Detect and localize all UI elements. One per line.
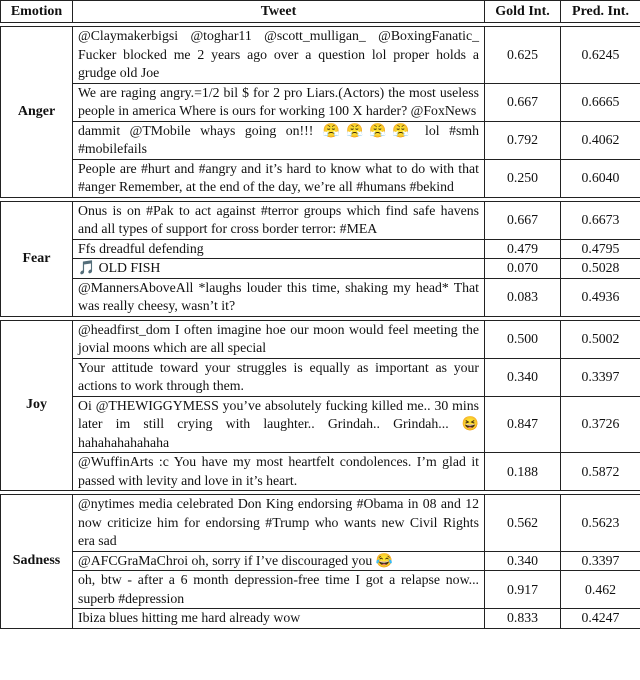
gold-intensity-cell: 0.917 [485, 571, 561, 609]
pred-intensity-cell: 0.4062 [561, 121, 640, 159]
pred-intensity-cell: 0.5623 [561, 495, 640, 552]
pred-intensity-cell: 0.4795 [561, 239, 640, 259]
table-row [1, 259, 640, 279]
table-row [1, 278, 640, 316]
tweet-cell: Onus is on #Pak to act against #terror groups which find safe havens and all types of support for cross border terror: #MEA [73, 201, 485, 239]
table-row [1, 27, 640, 84]
tweet-cell: @AFCGraMaChroi oh, sorry if I’ve discouraged you 😂 [73, 551, 485, 571]
table-row [1, 571, 640, 609]
table-row [1, 159, 640, 197]
tweet-cell: oh, btw - after a 6 month depression-free time I got a relapse now... superb #depression [73, 571, 485, 609]
emotion-label: Anger [1, 27, 73, 198]
table-row [1, 453, 640, 491]
tweet-cell: 🎵 OLD FISH [73, 259, 485, 279]
pred-intensity-cell: 0.6665 [561, 83, 640, 121]
tweet-cell: We are raging angry.=1/2 bil $ for 2 pro Liars.(Actors) the most useless people in america Where is ours for working 100 X harder? @FoxNews [73, 83, 485, 121]
tweet-cell: Your attitude toward your struggles is equally as important as your actions to work through them. [73, 358, 485, 396]
gold-intensity-cell: 0.667 [485, 83, 561, 121]
pred-intensity-cell: 0.5872 [561, 453, 640, 491]
tweet-cell: Ffs dreadful defending [73, 239, 485, 259]
pred-intensity-cell: 0.462 [561, 571, 640, 609]
pred-intensity-cell: 0.3397 [561, 358, 640, 396]
tweet-cell: People are #hurt and #angry and it’s hard to know what to do with that #anger Remember, at the end of the day, we’re all #humans #bekind [73, 159, 485, 197]
pred-intensity-cell: 0.5002 [561, 320, 640, 358]
tweet-cell: @MannersAboveAll *laughs louder this time, shaking my head* That was really cheesy, wasn’t it? [73, 278, 485, 316]
tweet-cell: Ibiza blues hitting me hard already wow [73, 609, 485, 629]
emotion-label: Fear [1, 201, 73, 316]
header-tweet: Tweet [73, 1, 485, 23]
table-row [1, 320, 640, 358]
gold-intensity-cell: 0.340 [485, 358, 561, 396]
header-emotion: Emotion [1, 1, 73, 23]
pred-intensity-cell: 0.4936 [561, 278, 640, 316]
table-row [1, 609, 640, 629]
table-row [1, 83, 640, 121]
gold-intensity-cell: 0.625 [485, 27, 561, 84]
pred-intensity-cell: 0.6673 [561, 201, 640, 239]
pred-intensity-cell: 0.3726 [561, 396, 640, 453]
pred-intensity-cell: 0.3397 [561, 551, 640, 571]
tweet-cell: dammit @TMobile whays going on!!! 😤😤😤😤 lol #smh #mobilefails [73, 121, 485, 159]
table-row [1, 495, 640, 552]
table-row [1, 396, 640, 453]
gold-intensity-cell: 0.792 [485, 121, 561, 159]
table-body [1, 23, 640, 629]
gold-intensity-cell: 0.667 [485, 201, 561, 239]
table-row [1, 358, 640, 396]
pred-intensity-cell: 0.6040 [561, 159, 640, 197]
table-row [1, 239, 640, 259]
table-row [1, 121, 640, 159]
gold-intensity-cell: 0.847 [485, 396, 561, 453]
pred-intensity-cell: 0.5028 [561, 259, 640, 279]
gold-intensity-cell: 0.250 [485, 159, 561, 197]
tweet-cell: @Claymakerbigsi @toghar11 @scott_mulligan_ @BoxingFanatic_ Fucker blocked me 2 years ago over a question lol proper holds a grudge old Joe [73, 27, 485, 84]
gold-intensity-cell: 0.500 [485, 320, 561, 358]
table-row [1, 201, 640, 239]
tweet-cell: @nytimes media celebrated Don King endorsing #Obama in 08 and 12 now criticize him for endorsing #Trump who wants new Civil Rights era sad [73, 495, 485, 552]
gold-intensity-cell: 0.070 [485, 259, 561, 279]
tweet-cell: @headfirst_dom I often imagine hoe our moon would feel meeting the jovial moons which are all special [73, 320, 485, 358]
gold-intensity-cell: 0.833 [485, 609, 561, 629]
header-pred-intensity: Pred. Int. [561, 1, 640, 23]
tweet-cell: @WuffinArts :c You have my most heartfelt condolences. I’m glad it passed with levity and love in it’s heart. [73, 453, 485, 491]
emotion-label: Sadness [1, 495, 73, 629]
table-row [1, 551, 640, 571]
gold-intensity-cell: 0.340 [485, 551, 561, 571]
pred-intensity-cell: 0.6245 [561, 27, 640, 84]
gold-intensity-cell: 0.188 [485, 453, 561, 491]
gold-intensity-cell: 0.083 [485, 278, 561, 316]
emotion-label: Joy [1, 320, 73, 491]
tweet-cell: Oi @THEWIGGYMESS you’ve absolutely fucking killed me.. 30 mins later im still crying with laughter.. Grindah.. Grindah... 😆 hahahahahahaha [73, 396, 485, 453]
pred-intensity-cell: 0.4247 [561, 609, 640, 629]
header-row [1, 1, 640, 23]
gold-intensity-cell: 0.479 [485, 239, 561, 259]
header-gold-intensity: Gold Int. [485, 1, 561, 23]
gold-intensity-cell: 0.562 [485, 495, 561, 552]
